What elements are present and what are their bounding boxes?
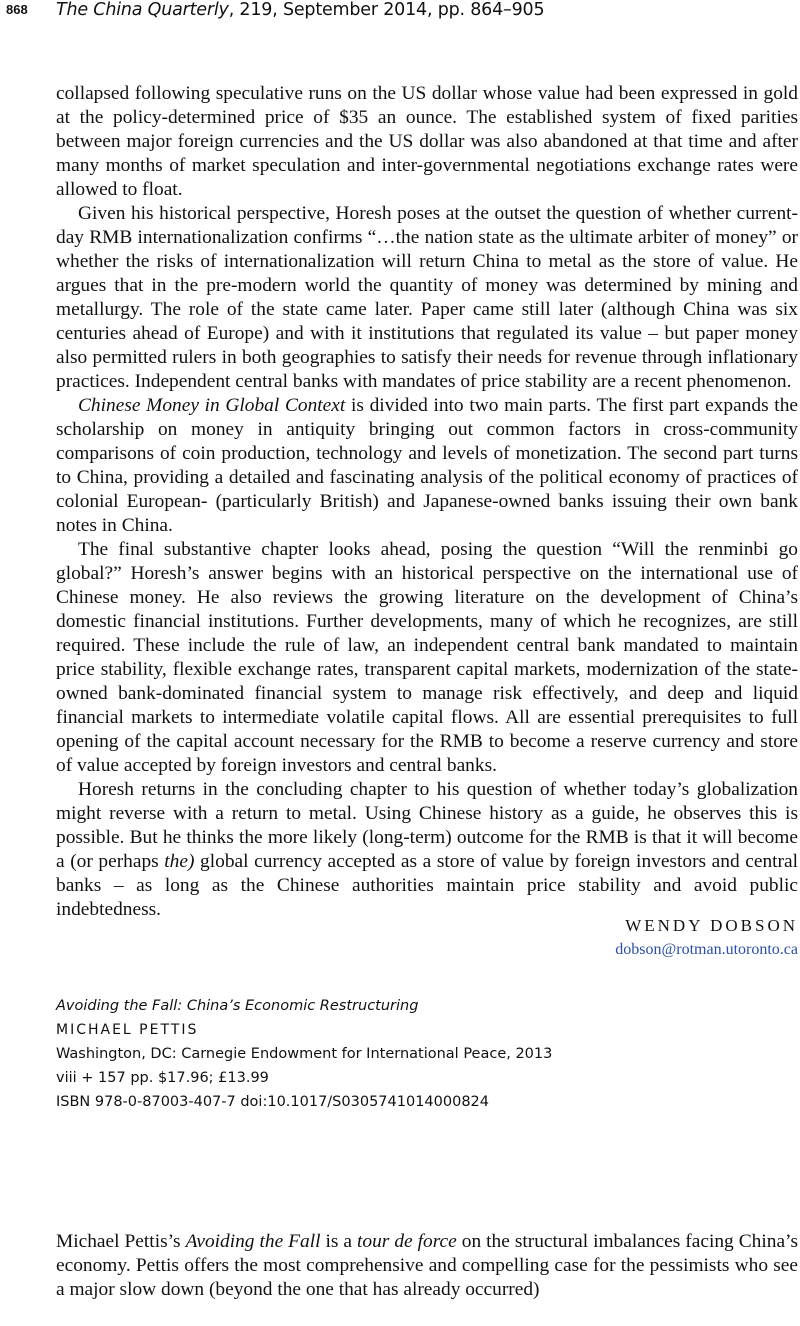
journal-name: The China Quarterly [56, 0, 229, 20]
book-author: MICHAEL PETTIS [56, 1022, 199, 1038]
paragraph-historical-perspective: Given his historical perspective, Horesh poses at the outset the question of whether current-day RMB internationalization confirms “…the nation state as the ultimate arbiter of money” or whether the risks of internationalization will return China to metal as the store of value. He argues that in the pre-modern world the quantity of money was determined by mining and metallurgy. The role of the state came later. Paper came still later (although China was six centuries ahead of Europe) and with it institutions that regulated its value – but paper money also permitted rulers in both geographies to satisfy their needs for revenue through inflationary practices. Independent central banks with mandates of price stability are a recent phenomenon. [56, 203, 798, 392]
reviewer-name: WENDY DOBSON [625, 916, 798, 935]
paragraph-continuation: collapsed following speculative runs on the US dollar whose value had been expressed in gold at the policy-determined price of $35 an ounce. The established system of fixed parities between major foreign currencies and the US dollar was also abandoned at that time and after many months of market speculation and inter-governmental negotiations exchange rates were allowed to float. [56, 83, 798, 200]
page-number: 868 [6, 2, 28, 17]
book-title: Avoiding the Fall: China’s Economic Restructuring [56, 998, 419, 1014]
book-isbn-doi: ISBN 978-0-87003-407-7 doi:10.1017/S0305741014000824 [56, 1094, 489, 1110]
book-pages-price: viii + 157 pp. $17.96; £13.99 [56, 1070, 269, 1086]
paragraph-book-structure: Chinese Money in Global Context is divided into two main parts. The first part expands the scholarship on money in antiquity bringing out common factors in cross-community comparisons of coin production, technology and levels of monetization. The second part turns to China, providing a detailed and fascinating analysis of the political economy of practices of colonial European- (particularly British) and Japanese-owned banks issuing their own bank notes in China. [56, 395, 798, 536]
paragraph-final-chapter: The final substantive chapter looks ahead, posing the question “Will the renminbi go global?” Horesh’s answer begins with an historical perspective on the international use of Chinese money. He also reviews the growing literature on the development of China’s domestic financial institutions. Further developments, many of which he recognizes, are still required. These include the rule of law, an independent central bank mandated to maintain price stability, flexible exchange rates, transparent capital markets, modernization of the state-owned bank-dominated financial system to manage risk effectively, and deep and liquid financial markets to intermediate volatile capital flows. All are essential prerequisites to full opening of the capital account necessary for the RMB to become a reserve currency and store of value accepted by foreign investors and central banks. [56, 539, 798, 776]
reviewer-email[interactable]: dobson@rotman.utoronto.ca [615, 941, 798, 958]
reviewer-signature [615, 914, 798, 962]
book-title-inline: Chinese Money in Global Context [78, 395, 346, 416]
book-review-header [56, 994, 552, 1114]
paragraph-conclusion: Horesh returns in the concluding chapter to his question of whether today’s globalization might reverse with a return to metal. Using Chinese history as a guide, he observes this is possible. But he thinks the more likely (long-term) outcome for the RMB is that it will become a (or perhaps the) global currency accepted as a store of value by foreign investors and central banks – as long as the Chinese authorities maintain price stability and avoid public indebtedness. [56, 779, 798, 920]
paragraph-opening: Michael Pettis’s Avoiding the Fall is a tour de force on the structural imbalances facing China’s economy. Pettis offers the most comprehensive and compelling case for the pessimists who see a major slow down (beyond the one that has already occurred) [56, 1231, 798, 1300]
journal-citation [56, 0, 544, 20]
review-body-second [56, 1230, 798, 1302]
running-header [0, 0, 800, 26]
book-publisher: Washington, DC: Carnegie Endowment for International Peace, 2013 [56, 1046, 553, 1062]
review-body-first [56, 82, 798, 922]
journal-issue: , 219, September 2014, pp. 864–905 [228, 0, 545, 20]
